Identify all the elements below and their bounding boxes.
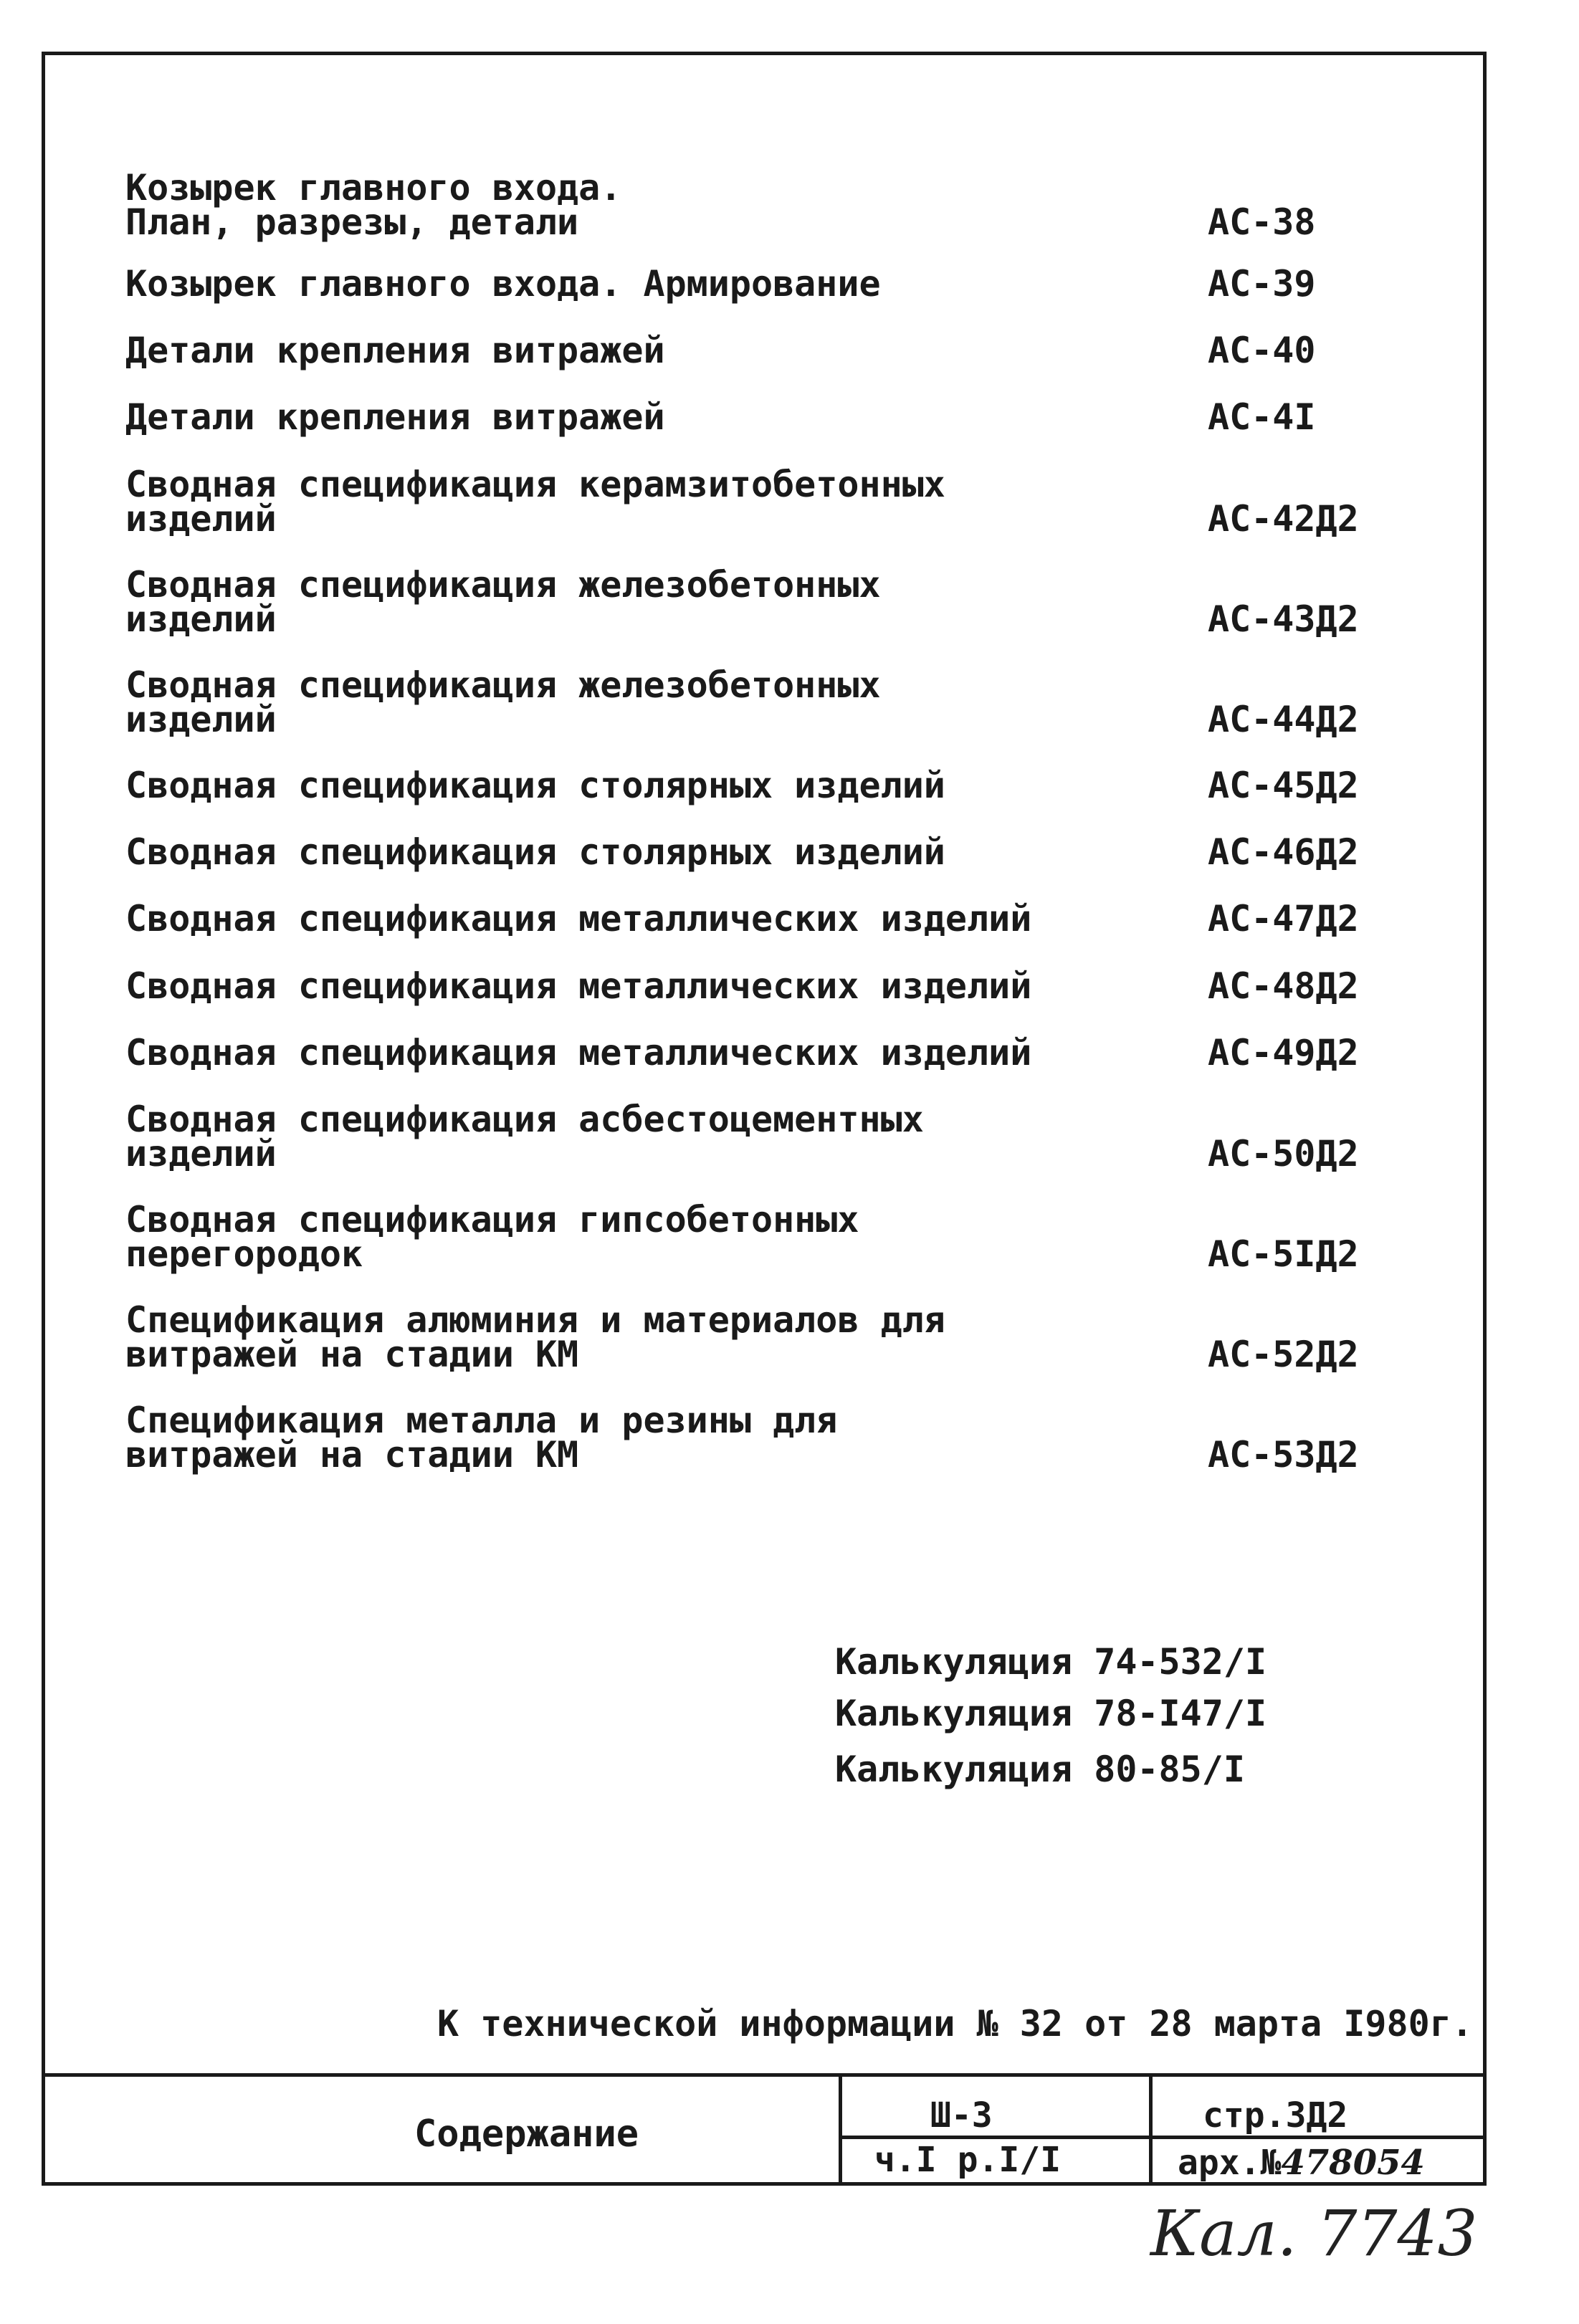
row-title: Сводная спецификация металлических изделий xyxy=(125,898,1032,939)
row-code: АС-4I xyxy=(1208,396,1316,438)
row-title: Детали крепления витражей xyxy=(125,396,665,438)
stamp-archive xyxy=(1178,2143,1425,2183)
row-title: Сводная спецификация столярных изделий xyxy=(125,831,945,873)
row-code: АС-44Д2 xyxy=(1208,699,1359,740)
stamp-series: Ш-3 xyxy=(930,2095,993,2136)
row-title: Козырек главного входа. Армирование xyxy=(125,263,881,305)
title-block xyxy=(42,2073,1487,2186)
row-title: Сводная спецификация столярных изделий xyxy=(125,765,945,806)
stamp-title: Содержание xyxy=(414,2113,639,2156)
row-code: АС-49Д2 xyxy=(1208,1032,1359,1073)
stamp-divider xyxy=(1149,2077,1153,2186)
stamp-part: ч.I р.I/I xyxy=(874,2140,1062,2180)
row-code: АС-43Д2 xyxy=(1208,598,1359,640)
calculation-line: Калькуляция 80-85/I xyxy=(835,1749,1245,1790)
row-code: АС-45Д2 xyxy=(1208,765,1359,806)
calculation-line: Калькуляция 78-I47/I xyxy=(835,1693,1267,1734)
stamp-divider xyxy=(839,2077,842,2186)
row-title: Козырек главного входа. План, разрезы, детали xyxy=(125,167,622,243)
technical-info-note: К технической информации № 32 от 28 марта I980г. xyxy=(437,2003,1473,2045)
row-title: Сводная спецификация железобетонных изделий xyxy=(125,564,881,640)
row-title: Детали крепления витражей xyxy=(125,330,665,371)
row-code: АС-53Д2 xyxy=(1208,1434,1359,1476)
archive-label: арх.№ xyxy=(1178,2143,1282,2183)
row-title: Спецификация металла и резины для витражей на стадии КМ xyxy=(125,1400,838,1476)
row-title: Сводная спецификация металлических изделий xyxy=(125,965,1032,1007)
row-title: Спецификация алюминия и материалов для витражей на стадии КМ xyxy=(125,1299,945,1375)
row-title: Сводная спецификация железобетонных изделий xyxy=(125,664,881,740)
row-code: АС-48Д2 xyxy=(1208,965,1359,1007)
archive-number: 478054 xyxy=(1281,2143,1425,2183)
row-title: Сводная спецификация асбестоцементных изделий xyxy=(125,1099,924,1175)
stamp-page: стр.3Д2 xyxy=(1203,2095,1348,2136)
row-code: АС-46Д2 xyxy=(1208,831,1359,873)
row-title: Сводная спецификация керамзитобетонных изделий xyxy=(125,464,945,540)
row-code: АС-47Д2 xyxy=(1208,898,1359,939)
row-code: АС-50Д2 xyxy=(1208,1133,1359,1175)
row-title: Сводная спецификация гипсобетонных перегородок xyxy=(125,1199,859,1275)
row-code: АС-5IД2 xyxy=(1208,1233,1359,1275)
row-code: АС-39 xyxy=(1208,263,1316,305)
handwritten-note: Кал. 7743 xyxy=(1150,2196,1478,2270)
row-code: АС-40 xyxy=(1208,330,1316,371)
row-code: АС-38 xyxy=(1208,201,1316,243)
stamp-divider xyxy=(839,2136,1487,2139)
row-code: АС-42Д2 xyxy=(1208,498,1359,540)
row-code: АС-52Д2 xyxy=(1208,1334,1359,1375)
calculation-line: Калькуляция 74-532/I xyxy=(835,1641,1267,1683)
row-title: Сводная спецификация металлических изделий xyxy=(125,1032,1032,1073)
